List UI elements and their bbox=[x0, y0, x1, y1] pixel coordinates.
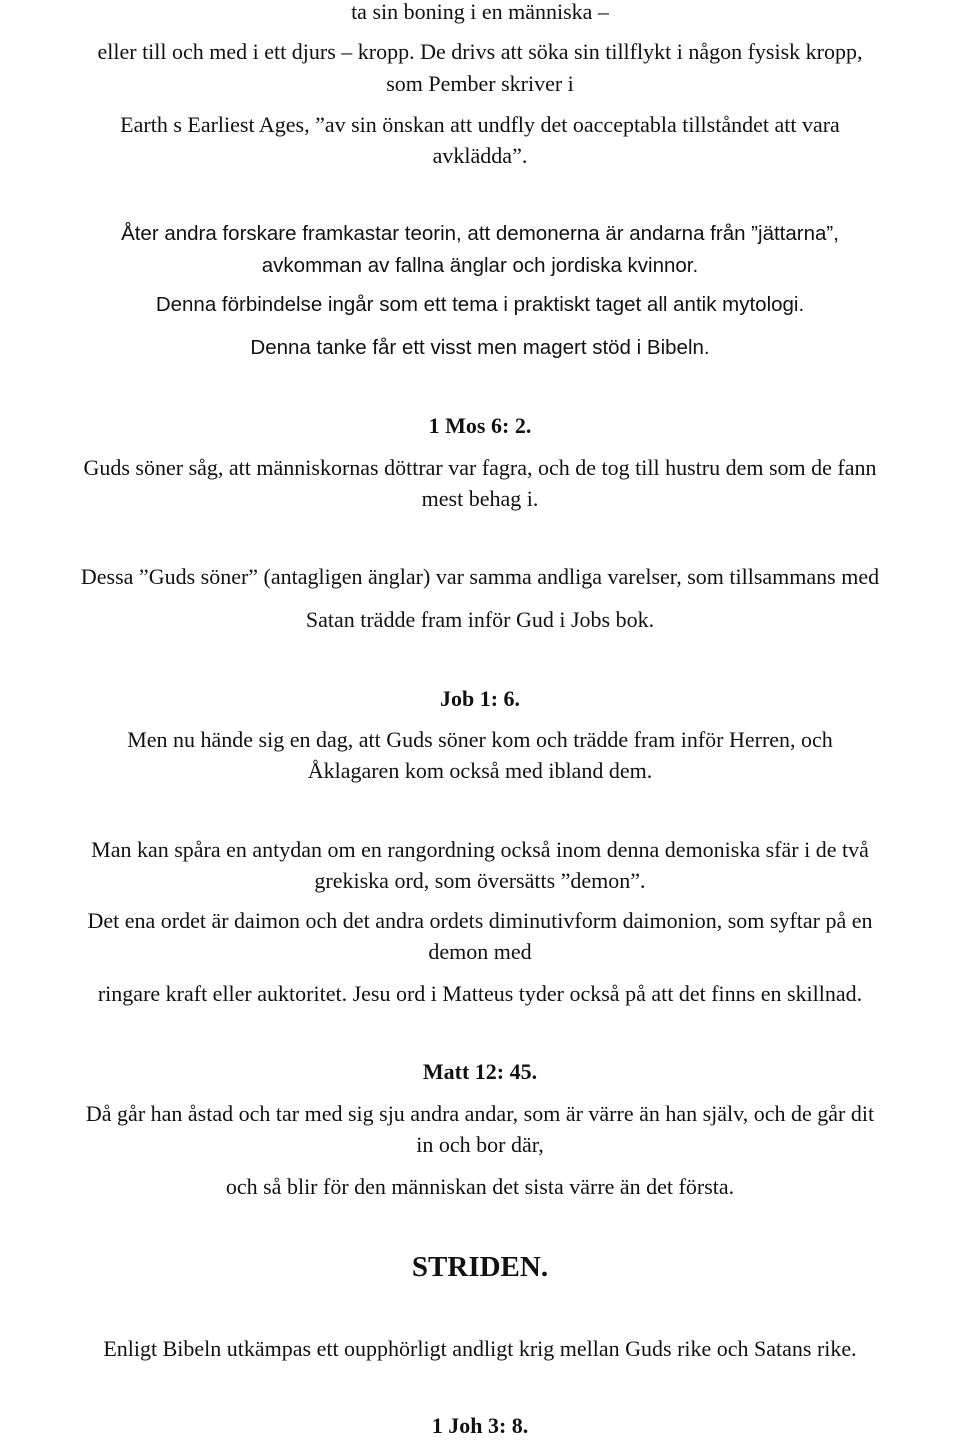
scripture-reference: Job 1: 6. bbox=[439, 686, 521, 711]
text-line: Enligt Bibeln utkämpas ett oupphörligt andligt krig mellan Guds rike och Satans rike. bbox=[103, 1336, 857, 1361]
text-line: mest behag i. bbox=[421, 486, 539, 511]
text-line: Denna tanke får ett visst men magert stöd i Bibeln. bbox=[250, 336, 710, 359]
text-line: eller till och med i ett djurs – kropp. De drivs att söka sin tillflykt i någon fysisk kropp, bbox=[97, 39, 863, 64]
text-line: grekiska ord, som översätts ”demon”. bbox=[314, 868, 646, 893]
scripture-reference: 1 Joh 3: 8. bbox=[431, 1413, 529, 1438]
scripture-reference: 1 Mos 6: 2. bbox=[428, 413, 532, 438]
text-line: ta sin boning i en människa – bbox=[351, 0, 609, 24]
text-line: Åter andra forskare framkastar teorin, att demonerna är andarna från ”jättarna”, bbox=[121, 222, 839, 245]
text-line: Earth s Earliest Ages, ”av sin önskan att undfly det oacceptabla tillståndet att vara bbox=[120, 112, 840, 137]
text-line: Man kan spåra en antydan om en rangordning också inom denna demoniska sfär i de två bbox=[91, 837, 869, 862]
text-line: Denna förbindelse ingår som ett tema i praktiskt taget all antik mytologi. bbox=[155, 293, 805, 316]
text-line: och så blir för den människan det sista värre än det första. bbox=[225, 1174, 735, 1199]
text-line: Guds söner såg, att människornas döttrar var fagra, och de tog till hustru dem som de fann bbox=[83, 455, 877, 480]
text-line: Åklagaren kom också med ibland dem. bbox=[307, 758, 653, 783]
text-line: Det ena ordet är daimon och det andra ordets diminutivform daimonion, som syftar på en bbox=[87, 908, 873, 933]
section-heading: STRIDEN. bbox=[411, 1251, 549, 1283]
text-line: in och bor där, bbox=[416, 1132, 544, 1157]
text-line: Men nu hände sig en dag, att Guds söner kom och trädde fram inför Herren, och bbox=[127, 727, 833, 752]
scripture-reference: Matt 12: 45. bbox=[422, 1059, 538, 1084]
text-line: Dessa ”Guds söner” (antagligen änglar) var samma andliga varelser, som tillsammans med bbox=[80, 564, 880, 589]
text-line: Då går han åstad och tar med sig sju andra andar, som är värre än han själv, och de går dit bbox=[85, 1101, 875, 1126]
text-line: som Pember skriver i bbox=[386, 71, 574, 96]
text-line: avkomman av fallna änglar och jordiska kvinnor. bbox=[261, 254, 699, 277]
text-line: avklädda”. bbox=[432, 143, 528, 168]
text-line: ringare kraft eller auktoritet. Jesu ord i Matteus tyder också på att det finns en skillnad. bbox=[97, 981, 863, 1006]
text-line: demon med bbox=[428, 939, 532, 964]
text-line: Satan trädde fram inför Gud i Jobs bok. bbox=[305, 607, 655, 632]
